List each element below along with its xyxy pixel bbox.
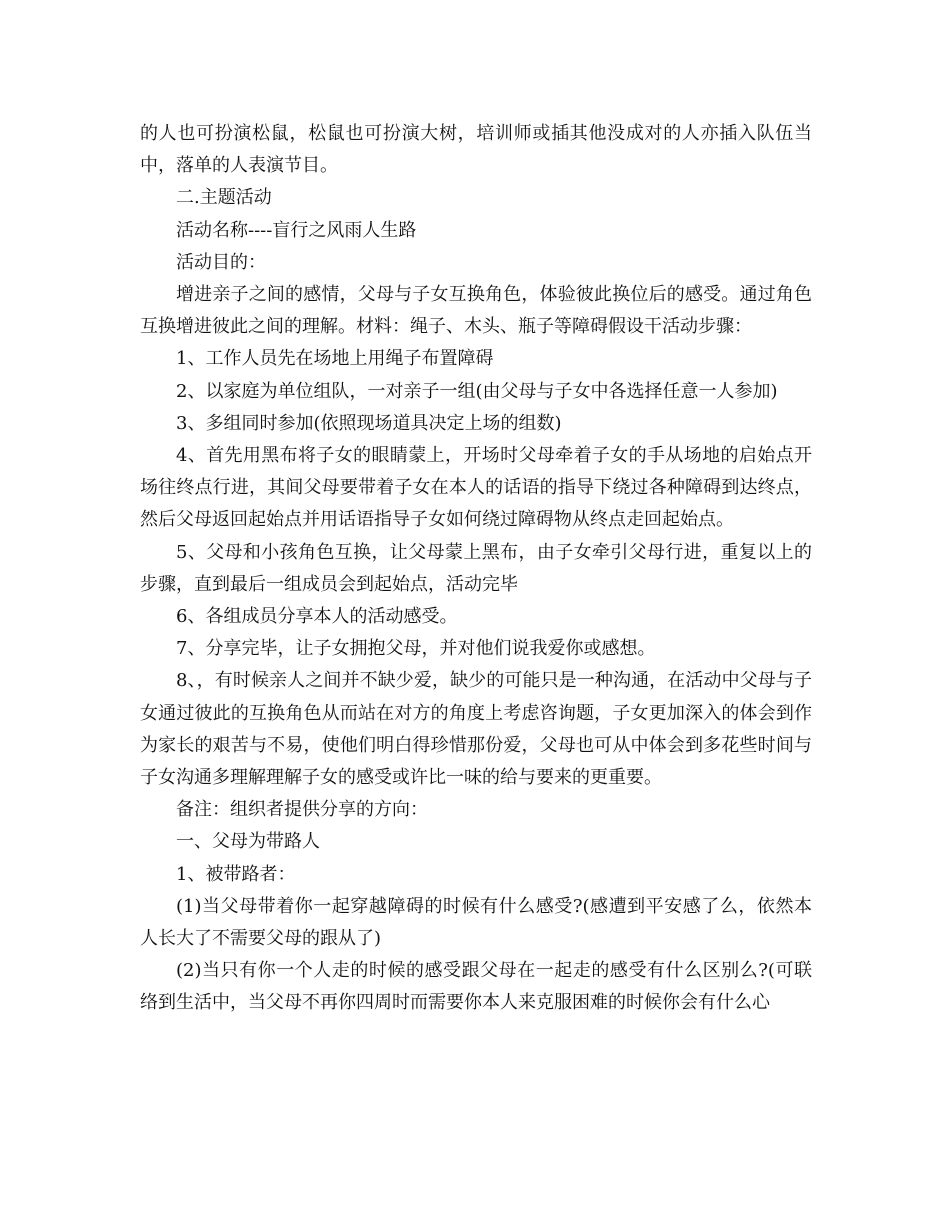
- activity-purpose-label: 活动目的：: [176, 251, 266, 273]
- activity-name: 活动名称----盲行之风雨人生路: [176, 219, 417, 241]
- list-item: 4、首先用黑布将子女的眼睛蒙上，开场时父母牵着子女的手从场地的启始点开场往终点行进，其间父母要带着子女在本人的话语的指导下绕过各种障碍到达终点，然后父母返回起始点并用话语指导子女如何绕过障碍物从终点走回起始点。: [140, 445, 812, 531]
- section-heading: 二.主题活动: [176, 187, 272, 209]
- list-item: 7、分享完毕，让子女拥抱父母，并对他们说我爱你或感想。: [176, 638, 656, 660]
- list-item: 8、，有时候亲人之间并不缺少爱，缺少的可能只是一种沟通，在活动中父母与子女通过彼此的互换角色从而站在对方的角度上考虑咨询题，子女更加深入的体会到作为家长的艰苦与不易，使他们明白得珍惜那份爱，父母也可从中体会到多花些时间与子女沟通多理解理解子女的感受或许比一味的给与要来的更重要。: [140, 670, 812, 789]
- document-body: [140, 118, 812, 1020]
- list-item: 6、各组成员分享本人的活动感受。: [176, 606, 458, 628]
- list-item: 3、多组同时参加(依照现场道具决定上场的组数): [176, 412, 562, 434]
- list-item: 1、被带路者：: [176, 863, 296, 885]
- question-item: (2)当只有你一个人走的时候的感受跟父母在一起走的感受有什么区别么?(可联络到生活中，当父母不再你四周时而需要你本人来克服困难的时候你会有什么心: [140, 960, 812, 1014]
- paragraph: 的人也可扮演松鼠，松鼠也可扮演大树，培训师或插其他没成对的人亦插入队伍当中，落单的人表演节目。: [140, 123, 812, 177]
- list-item: 2、以家庭为单位组队，一对亲子一组(由父母与子女中各选择任意一人参加): [176, 380, 778, 402]
- paragraph: 增进亲子之间的感情，父母与子女互换角色，体验彼此换位后的感受。通过角色互换增进彼此之间的理解。材料：绳子、木头、瓶子等障碍假设干活动步骤：: [140, 284, 812, 338]
- list-item: 1、工作人员先在场地上用绳子布置障碍: [176, 348, 494, 370]
- question-item: (1)当父母带着你一起穿越障碍的时候有什么感受?(感遭到平安感了么，依然本人长大了不需要父母的跟从了): [140, 895, 812, 950]
- note-heading: 备注：组织者提供分享的方向：: [176, 799, 428, 821]
- list-item: 5、父母和小孩角色互换，让父母蒙上黑布，由子女牵引父母行进，重复以上的步骤，直到最后一组成员会到起始点，活动完毕: [140, 541, 812, 595]
- subsection-heading: 一、父母为带路人: [176, 831, 320, 853]
